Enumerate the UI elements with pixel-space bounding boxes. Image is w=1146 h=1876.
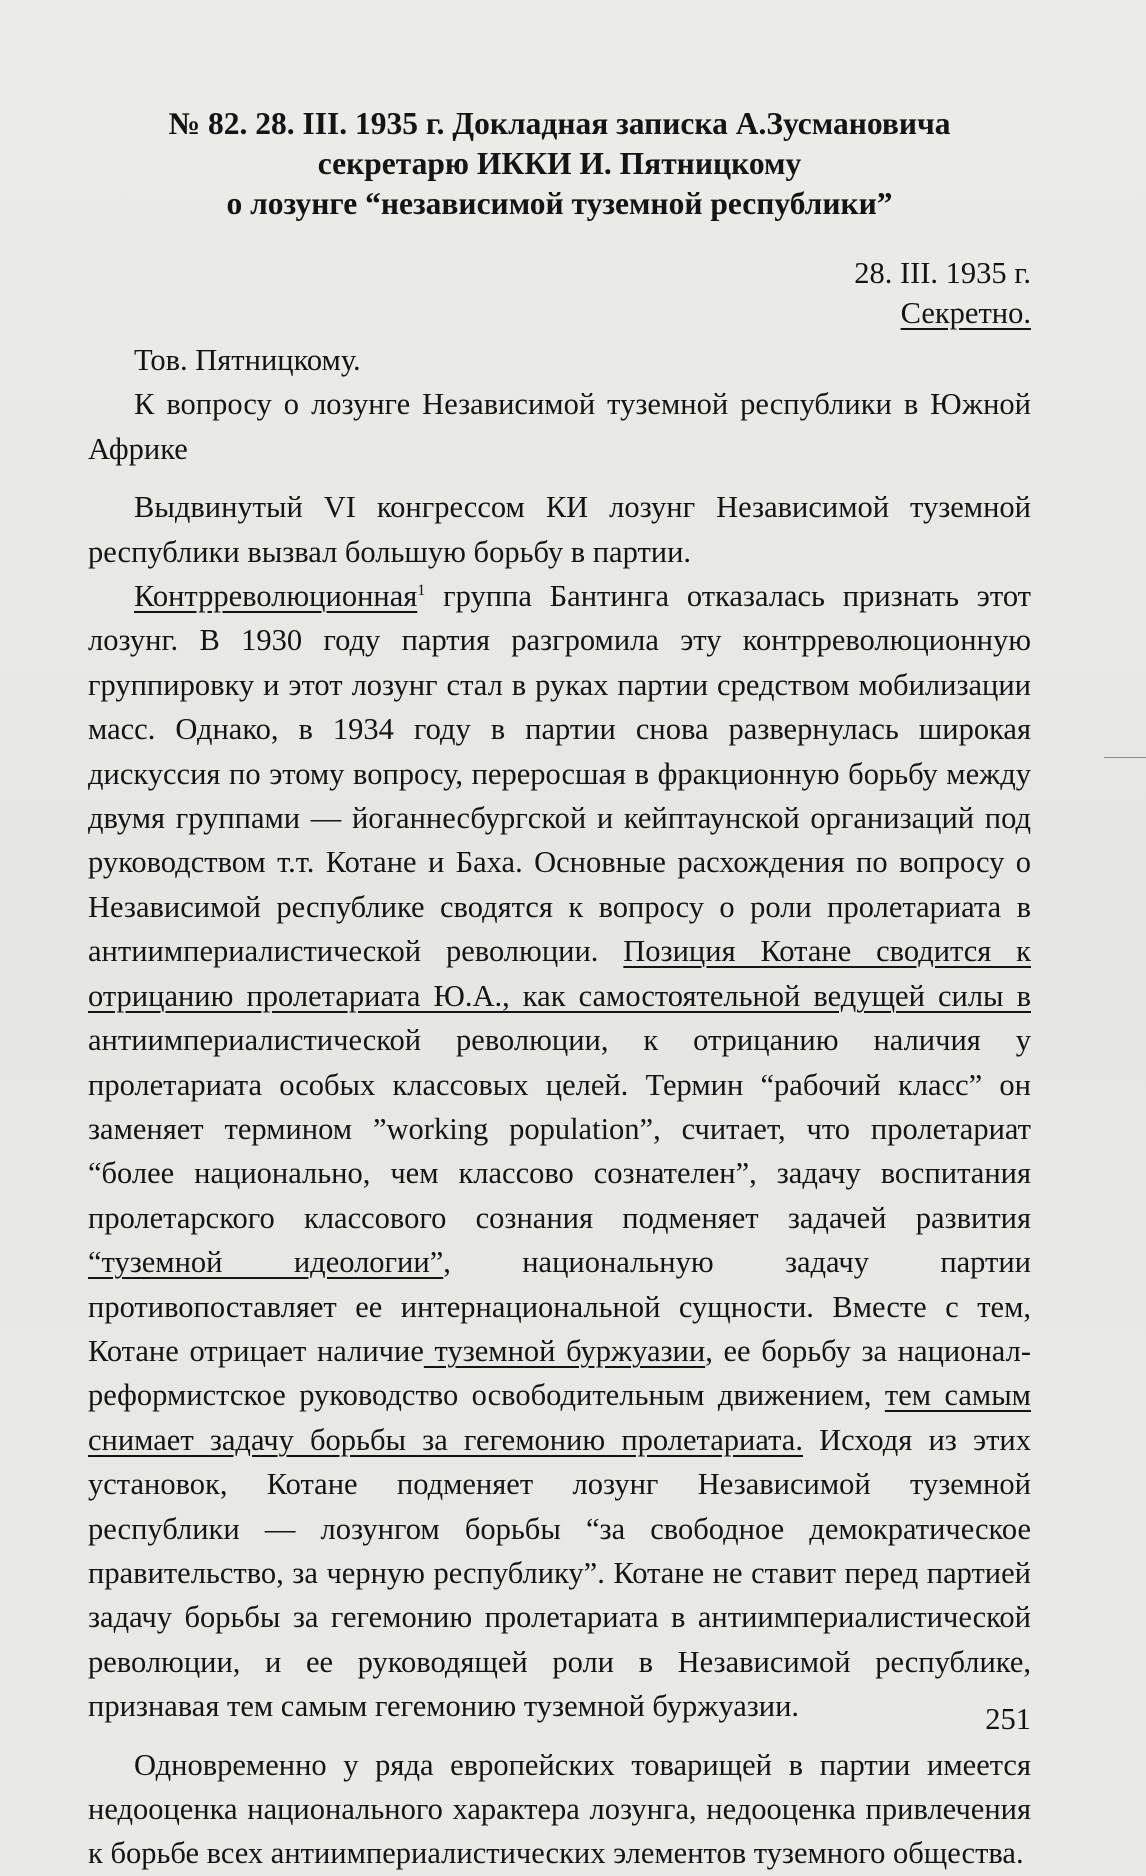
paragraph-2-text-4: , ее борьбу за национал-реформистское руководство освободительным движением, bbox=[88, 1333, 1031, 1413]
underlined-term: Контрреволюционная bbox=[134, 579, 418, 614]
underlined-passage-1: Позиция Котане сводится к отрицанию пролетариата Ю.А., как самостоятельной ведущей силы в bbox=[88, 934, 1031, 1013]
paragraph-3: Одновременно у ряда европейских товарищей в партии имеется недооценка национального характера лозунга, недооценка привлечения к борьбе всех антиимпериалистических элементов туземного общества. bbox=[88, 1747, 1031, 1871]
document-heading bbox=[88, 104, 1031, 224]
paragraph-2-text-1: группа Бантинга отказалась признать этот лозунг. В 1930 году партия разгромила эту контрреволюционную группировку и этот лозунг стал в руках партии средством мобилизации масс. Однако, в 1934 году в партии снова развернулась широкая дискуссия по этому вопросу, переросшая в фракционную борьбу между двумя группами — йоганнесбургской и кейптаунской организаций под руководством т.т. Котане и Баха. Основные расхождения по вопросу о Независимой республике сводятся к вопросу о роли пролетариата в антиимпериалистической революции. bbox=[88, 579, 1031, 969]
page-number: 251 bbox=[985, 1702, 1031, 1736]
classification-stamp: Секретно. bbox=[900, 296, 1031, 330]
heading-line-3: о лозунге “независимой туземной республики” bbox=[226, 186, 893, 221]
margin-mark bbox=[1104, 757, 1146, 758]
paragraph-2-text-3: , национальную задачу партии противопоставляет ее интернациональной сущности. Вместе с тем, Котане отрицает наличие bbox=[88, 1245, 1032, 1368]
paragraph-2 bbox=[88, 574, 1031, 1729]
underlined-passage-3: туземной буржуазии bbox=[423, 1333, 706, 1368]
paragraph-2-text-5: Исходя из этих установок, Котане подменяет лозунг Независимой туземной республики — лозунгом борьбы “за свободное демократическое правительство, за черную республику”. Котане не ставит перед партией задачу борьбы за гегемонию пролетариата в антиимпериалистической революции, и ее руководящей роли в Независимой республике, признавая тем самым гегемонию туземной буржуазии. bbox=[88, 1422, 1031, 1724]
heading-line-2: секретарю ИККИ И. Пятницкому bbox=[317, 146, 802, 181]
footnote-marker: 1 bbox=[417, 581, 426, 599]
paragraph-1: Выдвинутый VI конгрессом КИ лозунг Независимой туземной республики вызвал большую борьбу в партии. bbox=[88, 490, 1031, 569]
document-date: 28. III. 1935 г. bbox=[854, 256, 1031, 290]
subject-line: К вопросу о лозунге Независимой туземной республики в Южной Африке bbox=[88, 387, 1031, 466]
paragraph-2-text-2: антиимпериалистической революции, к отрицанию наличия у пролетариата особых классовых целей. Термин “рабочий класс” он заменяет термином ”working population”, считает, что пролетариат “более национально, чем классово сознателен”, задачу воспитания пролетарского классового сознания подменяет задачей развития bbox=[88, 1023, 1031, 1235]
addressee: Тов. Пятницкому. bbox=[134, 343, 361, 377]
heading-line-1: № 82. 28. III. 1935 г. Докладная записка А.Зусмановича bbox=[168, 106, 951, 141]
underlined-passage-2: “туземной идеологии” bbox=[88, 1245, 444, 1280]
underlined-passage-4: тем самым снимает задачу борьбы за гегемонию пролетариата. bbox=[88, 1378, 1031, 1457]
body-text bbox=[88, 338, 1031, 1876]
